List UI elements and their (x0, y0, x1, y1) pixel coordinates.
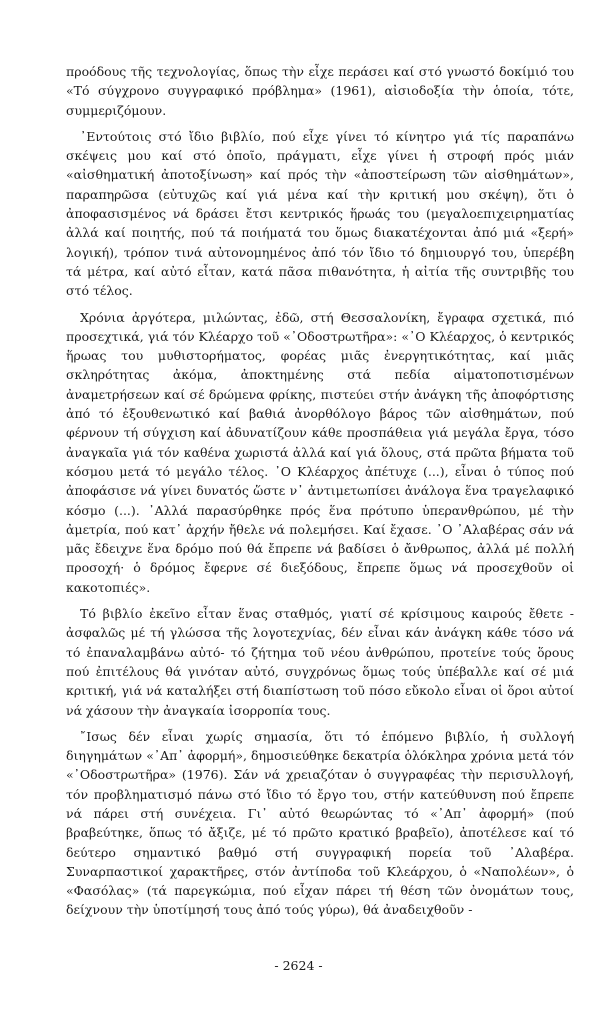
body-text (66, 62, 574, 927)
paragraph: Τό βιβλίο ἐκεῖνο εἶταν ἕνας σταθμός, γιατί σέ κρίσιμους καιρούς ἔθετε - ἀσφαλῶς μέ τή γλώσσα τῆς λογοτεχνίας, δέν εἶναι κάν ἀνάγκη κάθε τόσο νά τό ἐπαναλαμβάνω αὐτό- τό ζήτημα τοῦ νέου ἀνθρώπου, προτείνε τούς ὅρους πού ἐπιτέλους θά γινόταν αὐτό, συγχρόνως ὅμως τούς ὑπέβαλλε καί σέ μιά κριτική, γιά νά καταλήξει στή διαπίστωση τοῦ πόσο εὔκολο εἶναι οἱ ὅροι αὐτοί νά χάσουν τὴν ἀναγκαία ἰσορροπία τους. (66, 606, 574, 718)
page-number: - 2624 - (274, 958, 323, 973)
paragraph: ᾿Εντούτοις στό ἴδιο βιβλίο, πού εἶχε γίνει τό κίνητρο γιά τίς παραπάνω σκέψεις μου καί στό ὁποῖο, πράγματι, εἶχε γίνει ἡ στροφή πρός μιάν «αἰσθηματική ἀποτοξίνωση» καί πρός τὴν «ἀποστείρωση τῶν αἰσθημάτων», παραπηρῶσα (εὐτυχῶς καί γιά μένα καί τὴν κριτική μου σκέψη), ὅτι ὁ ἀποφασισμένος νά δράσει ἔτσι κεντρικός ἥρωάς του (μεγαλοεπιχειρηματίας ἀλλά καί ποιητής, πού τά ποιήματά του ὅμως διακατέχονται ἀπό μιά «ξερή» λογική), τρόπον τινά αὐτονομημένος ἀπό τόν ἴδιο τό δημιουργό του, ὑπερέβη τά μέτρα, καί αὐτό εἶταν, κατά πᾶσα πιθανότητα, ἡ αἰτία τῆς συντριβῆς του στό τέλος. (66, 128, 574, 299)
paragraph: ῎Ισως δέν εἶναι χωρίς σημασία, ὅτι τό ἑπόμενο βιβλίο, ἡ συλλογή διηγημάτων «᾿Απ᾿ ἀφορμή», δημοσιεύθηκε δεκατρία ὁλόκληρα χρόνια μετά τόν «᾿Οδοστρωτῆρα» (1976). Σάν νά χρειαζόταν ὁ συγγραφέας τὴν περισυλλογή, τόν προβληματισμό πάνω στό ἴδιο τό ἔργο του, στήν κατεύθυνση πού ἔπρεπε νά πάρει στή συνέχεια. Γι᾿ αὐτό θεωρώντας τό «᾿Απ᾿ ἀφορμή» (πού βραβεύτηκε, ὅπως τό ἄξιζε, μέ τό πρῶτο κρατικό βραβεῖο), ἀποτέλεσε καί τό δεύτερο σημαντικό βαθμό στή συγγραφική πορεία τοῦ ᾿Αλαβέρα. Συναρπαστικοί χαρακτῆρες, στόν ἀντίποδα τοῦ Κλεάρχου, ὁ «Ναπολέων», ὁ «Φασόλας» (τά παρεγκώμια, πού εἶχαν πάρει τή θέση τῶν ὀνομάτων τους, δείχνουν τὴν ὑποτίμησή τους ἀπό τούς γύρω), θά ἀναδειχθοῦν - (66, 728, 574, 918)
paragraph: Χρόνια ἀργότερα, μιλώντας, ἐδῶ, στή Θεσσαλονίκη, ἔγραφα σχετικά, πιό προσεχτικά, γιά τόν Κλέαρχο τοῦ «᾿Οδοστρωτῆρα»: «᾿Ο Κλέαρχος, ὁ κεντρικός ἥρωας του μυθιστορήματος, φορέας μιᾶς ἐνεργητικότητας, καί μιᾶς σκληρότητας ἀκόμα, ἀποκτημένης στά πεδία αἱματοποτισμένων ἀναμετρήσεων καί σέ δρώμενα φρίκης, πιστεύει στήν ἀνάγκη τῆς ἀποφόρτισης ἀπό τό ἐξουθενωτικό καί βαθιά ἀνορθόλογο βάρος τῶν αἰσθημάτων, πού φέρνουν τή σύγχιση καί ἀδυνατίζουν κάθε προσπάθεια γιά μεγάλα ἔργα, τόσο ἀναγκαῖα γιά τόν καθένα χωριστά ἀλλά καί γιά ὅλους, στά πρῶτα βήματα τοῦ κόσμου μετά τό μεγάλο τέλος. ᾿Ο Κλέαρχος ἀπέτυχε (...), εἶναι ὁ τύπος πού ἀποφάσισε νά γίνει δυνατός ὥστε ν᾿ ἀντιμετωπίσει ἀνάλογα ἕνα τραγελαφικό κόσμο (...). ᾿Αλλά παρασύρθηκε πρός ἕνα πρότυπο ὑπερανθρώπου, μέ τὴν ἀμετρία, πού κατ᾿ ἀρχήν ἤθελε νά πολεμήσει. Καί ἔχασε. ᾿Ο ᾿Αλαβέρας σάν νά μᾶς ἔδειχνε ἕνα δρόμο πού θά ἔπρεπε νά βαδίσει ὁ ἄνθρωπος, ἀλλά μέ πολλή προσοχή· ὁ δρόμος ἔφερνε σέ διεξόδους, ἔπρεπε ὅμως νά προσεχθοῦν οἱ κακοτοπιές». (66, 309, 574, 595)
paragraph: προόδους τῆς τεχνολογίας, ὅπως τὴν εἶχε περάσει καί στό γνωστό δοκίμιό του «Τό σύγχρονο συγγραφικό πρόβλημα» (1961), αἰσιοδοξία τὴν ὁποία, τότε, συμμεριζόμουν. (66, 64, 574, 118)
